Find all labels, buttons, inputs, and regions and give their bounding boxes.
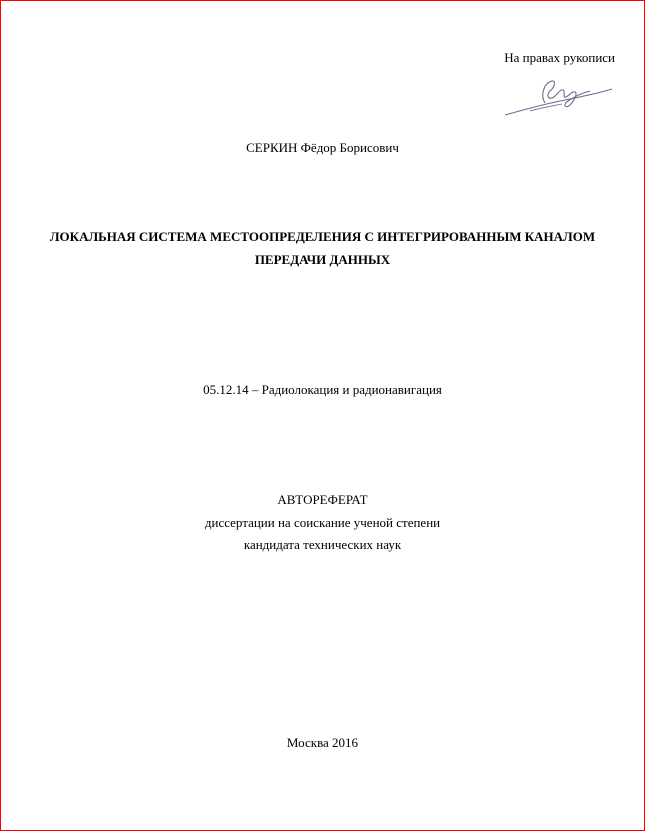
abstract-description-line-2: кандидата технических наук: [243, 537, 402, 552]
handwritten-signature: [500, 75, 615, 120]
title-line-1: ЛОКАЛЬНАЯ СИСТЕМА МЕСТООПРЕДЕЛЕНИЯ С ИНТЕГРИРОВАННЫМ КАНАЛОМ: [49, 229, 596, 244]
abstract-type: АВТОРЕФЕРАТ: [277, 492, 368, 507]
title-line-2: ПЕРЕДАЧИ ДАННЫХ: [254, 252, 391, 267]
dissertation-title: [0, 225, 645, 271]
author-name: СЕРКИН Фёдор Борисович: [246, 140, 399, 155]
rights-note: На правах рукописи: [504, 50, 615, 65]
specialty: 05.12.14 – Радиолокация и радионавигация: [203, 382, 442, 397]
abstract-description-line-1: диссертации на соискание ученой степени: [204, 515, 441, 530]
city-year: Москва 2016: [286, 735, 359, 750]
